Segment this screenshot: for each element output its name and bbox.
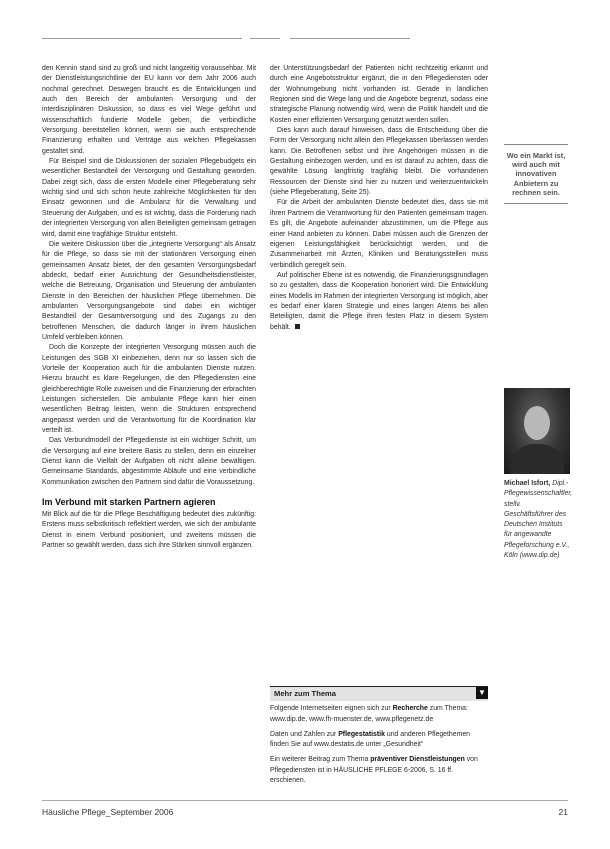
paragraph: der Unterstützungsbedarf der Patienten nicht rechtzeitig erkannt und durch eine Angebotsstruktur ergänzt, die in den Pflegediensten oder der Wohnumgebung nicht vorhanden ist. Gerade in ländlichen Regionen sind die Wege lang und die Angebote begrenzt, sodass eine strategische Planung notwendig wird, wenn die Politik handelt und die Kosten einer effizienten Versorgung genutzt werden sollen. <box>270 65 488 124</box>
info-box-item <box>270 730 488 751</box>
paragraph: Mit Blick auf die für die Pflege Beschäftigung bedeutet dies zukünftig: Erstens muss selbstkritisch reflektiert werden, wie sich der ambulante Dienst in einem Verbund positioniert, und zweitens müssen die Partner so gewählt werden, dass sich ihre Stärken sinnvoll ergänzen. <box>42 511 256 550</box>
author-name: Michael Isfort, <box>504 480 551 487</box>
info-text: und anderen Pflegethemen finden Sie auf www.destatis.de unter „Gesundheit“ <box>270 730 470 749</box>
info-box-title-text: Mehr zum Thema <box>274 689 337 698</box>
info-highlight: Recherche <box>392 705 428 713</box>
info-text: Folgende Internetseiten eignen sich zur <box>270 705 391 713</box>
paragraph-text: Auf politischer Ebene ist es notwendig, die Finanzierungsgrundlagen so zu gestalten, dass die Kooperation honoriert wird. Die Entwicklung eines Modells im Rahmen der integrierten Versorgung ist möglich, aber es bedarf einer klaren Strategie und eines langen Atems bei allen Beteiligten, damit die Pflege ihren festen Platz in diesem System behält. <box>270 271 488 331</box>
paragraph: Das Verbundmodell der Pflegedienste ist ein wichtiger Schritt, um die Versorgung auf eine breitere Basis zu stellen, denn ein einzelner Dienst kann die Vielfalt der Aufgaben oft nicht alleine bewältigen. Gemeinsame Standards, abgestimmte Abläufe und eine verbindliche Kommunikation zwischen den Partnern sind dafür die Voraussetzung. <box>42 437 256 486</box>
paragraph: Für die Arbeit der ambulanten Dienste bedeutet dies, dass sie mit ihren Partnern die Verantwortung für den Patienten gemeinsam tragen. Es gilt, die Angebote aufeinander abzustimmen, um die Pflege aus einer Hand anbieten zu können. Dabei müssen auch die Grenzen der eigenen Leistungsfähigkeit berücksichtigt werden, und die Zusammenarbeit mit Ärzten, Kliniken und Beratungsstellen muss verbindlich geregelt sein. <box>270 199 488 269</box>
end-mark-icon <box>295 324 300 329</box>
info-highlight: Pflegestatistik <box>338 730 385 738</box>
info-box <box>270 686 488 791</box>
info-text: Ein weiterer Beitrag zum Thema <box>270 756 369 764</box>
pull-quote: Wo ein Markt ist, wird auch mit innovativen Anbietern zu rechnen sein. <box>504 144 568 204</box>
header-rule-mid <box>250 38 280 39</box>
footer-publication: Häusliche Pflege_September 2006 <box>42 807 174 817</box>
header-rule-right <box>290 38 410 39</box>
author-photo <box>504 388 570 474</box>
paragraph: Die weitere Diskussion über die „integrierte Versorgung“ als Ansatz für die Pflege, so dass sie mit der stationären Versorgung einen gemeinsamen Ansatz bietet, der den gesamten Versorgungsbedarf abdeckt, bedarf einer Ausrichtung der Gesundheitsdienstleister, welche die Betreuung, Organisation und Steuerung der ambulanten Dienste in den Bereichen der häuslichen Pflege übernehmen. Die ambulanten Versorgungsangebote sind dabei ein wichtiger Bestandteil der Gesamtversorgung und des Zugangs zu den betroffenen Menschen, die dadurch länger in ihrem häuslichen Umfeld verbleiben können. <box>42 240 256 341</box>
photo-body <box>510 444 564 474</box>
author-role: Dipl.-Pflegewissenschaftler, stellv. Geschäftsführer des Deutschen Instituts für angewandte Pflegeforschung e.V., Köln (www.dip.de) <box>504 480 573 560</box>
paragraph: Für Beispiel sind die Diskussionen der sozialen Pflegebudgets ein wesentlicher Bestandteil der Versorgung und Gestaltung geworden. Dabei zeigt sich, dass die ersten Modelle einer Pflegeberatung sehr wichtig sind und sich schon heute zahlreiche Möglichkeiten für den Einsatz gewonnen und die Ambulanz für die Verwaltung und Steuerung der Aufgaben, und es ist wichtig, dass die Forderung nach der integrierten Versorgung von allen Beteiligten gemeinsam getragen wird, damit eine tragfähige Struktur entsteht. <box>42 158 256 238</box>
info-text: zum Thema: www.dip.de, www.fh-muenster.de, www.pflegenetz.de <box>270 705 468 723</box>
header-rule-left <box>42 38 242 39</box>
article-column-left <box>42 64 256 816</box>
subheading: Im Verbund mit starken Partnern agieren <box>42 497 216 508</box>
info-text: Daten und Zahlen zur <box>270 730 337 738</box>
arrow-down-icon: ▼ <box>476 687 488 699</box>
info-box-item <box>270 755 488 786</box>
info-text: von Pflegediensten ist in HÄUSLICHE PFLEGE 6-2006, S. 16 ff. erschienen. <box>270 756 478 785</box>
author-caption <box>504 479 572 561</box>
paragraph: Doch die Konzepte der integrierten Versorgung müssen auch die Leistungen des SGB XI einbeziehen, denn nur so lassen sich die Vorteile der Kooperation auch für die ambulanten Dienste nutzen. Hierzu braucht es klare Regelungen, die den Pflegediensten eine gleichberechtigte Rolle zuweisen und die Finanzierung der erbrachten Leistungen sicherstellen. Die ambulante Pflege kann hier einen wesentlichen Beitrag leisten, wenn die Strukturen entsprechend angepasst werden und die Verantwortung für die Koordination klar verteilt ist. <box>42 344 256 435</box>
info-box-title <box>270 686 488 701</box>
footer-rule <box>42 800 568 801</box>
info-highlight: präventiver Dienstleistungen <box>370 756 465 764</box>
paragraph: den Kennin stand sind zu groß und nicht langzeitig voraussehbar. Mit der Dienstleistungsrichtlinie der EU kann vor dem Jahr 2006 auch nochmal gerechnet. Deswegen braucht es die Entwicklungen und auch den Bereich der ambulanten Versorgung und der interdisziplinären Diskussion, so dass es viel Wege geführt und wissenschaftlich fundierte Modelle geben, die verbindliche Versorgung bereitstellen können, wenn sie auch entsprechende Finanzierung erhalten und Verträge aus welchen Pflegekassen gestaltet sind. <box>42 65 256 155</box>
paragraph <box>270 271 488 333</box>
paragraph: Dies kann auch darauf hinweisen, dass die Entscheidung über die Form der Versorgung nicht allein den Pflegekassen überlassen werden kann. Die Betroffenen selbst und ihre Angehörigen müssen in die Gestaltung einbezogen werden, und es ist darauf zu achten, dass die gewählte Lösung langfristig tragfähig bleibt. Die vorhandenen Ressourcen der Dienste sind hier zu nutzen und weiterzuentwickeln (siehe Pflegeberatung, Seite 25). <box>270 127 488 197</box>
photo-face <box>524 406 550 440</box>
info-box-item <box>270 704 488 725</box>
page-number: 21 <box>558 807 568 817</box>
article-column-right <box>270 64 488 604</box>
